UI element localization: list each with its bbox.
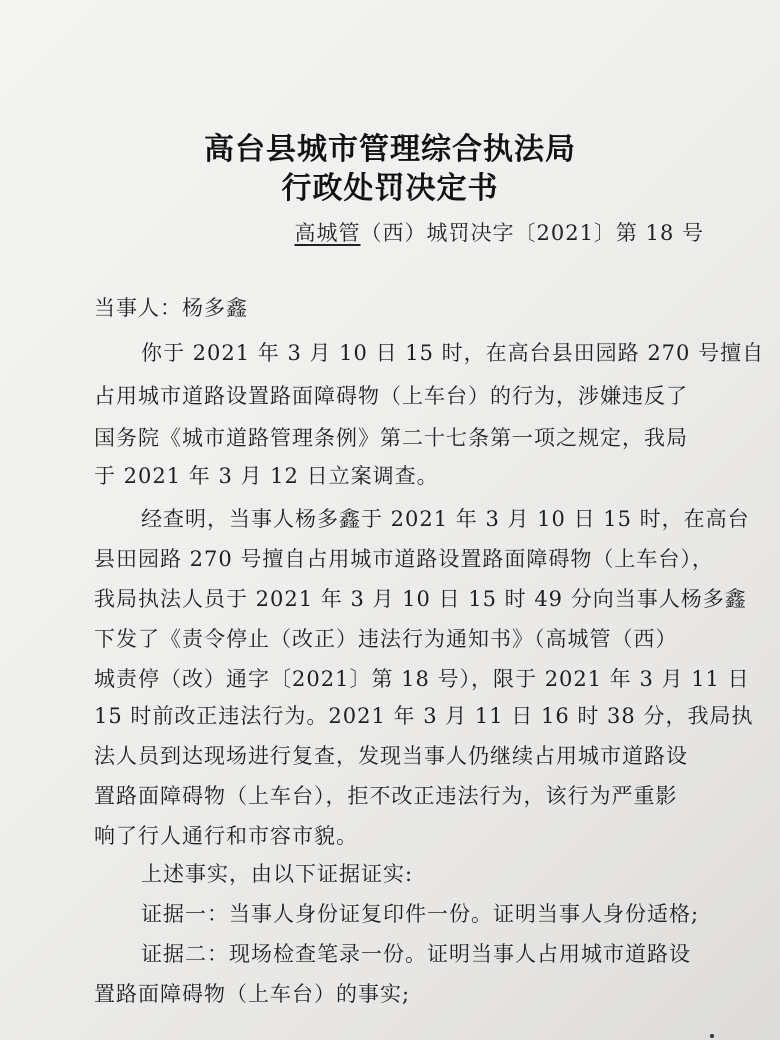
evidence-item-2-continued: 置路面障碍物（上车台）的事实; (94, 982, 411, 1006)
body-text-line: 占用城市道路设置路面障碍物（上车台）的行为，涉嫌违反了 (94, 384, 688, 408)
body-text-line: 我局执法人员于 2021 年 3 月 10 日 15 时 49 分向当事人杨多鑫 (94, 587, 747, 611)
body-text-line: 响了行人通行和市容市貌。 (94, 824, 358, 848)
document-title-type: 行政处罚决定书 (281, 171, 499, 206)
body-text-line: 国务院《城市道路管理条例》第二十七条第一项之规定，我局 (94, 426, 688, 450)
document-number-rest: （西）城罚决字〔2021〕第 18 号 (360, 221, 704, 245)
evidence-intro-line: 上述事实，由以下证据证实: (141, 862, 414, 886)
body-text-line: 法人员到达现场进行复查，发现当事人仍继续占用城市道路设 (94, 744, 688, 768)
body-text-line: 于 2021 年 3 月 12 日立案调查。 (94, 464, 439, 488)
body-text-line: 下发了《责令停止（改正）违法行为通知书》（高城管（西） (94, 627, 678, 651)
document-number (294, 217, 704, 247)
evidence-item-1: 证据一：当事人身份证复印件一份。证明当事人身份适格; (141, 902, 700, 926)
body-text-line: 你于 2021 年 3 月 10 日 15 时，在高台县田园路 270 号擅自 (141, 341, 765, 365)
body-text-line: 城责停（改）通字〔2021〕第 18 号），限于 2021 年 3 月 11 日 (94, 667, 750, 691)
body-text-line: 置路面障碍物（上车台），拒不改正违法行为，该行为严重影 (94, 784, 678, 808)
page-speck (710, 1034, 714, 1038)
document-number-prefix: 高城管 (294, 221, 361, 245)
body-text-line: 15 时前改正违法行为。2021 年 3 月 11 日 16 时 38 分，我局执 (94, 704, 754, 728)
evidence-item-2: 证据二：现场检查笔录一份。证明当事人占用城市道路设 (141, 942, 691, 966)
body-text-line: 经查明，当事人杨多鑫于 2021 年 3 月 10 日 15 时，在高台 (141, 507, 750, 531)
body-text-line: 县田园路 270 号擅自占用城市道路设置路面障碍物（上车台）， (94, 547, 714, 571)
party-line: 当事人：杨多鑫 (94, 296, 248, 320)
document-title-agency: 高台县城市管理综合执法局 (204, 132, 576, 167)
